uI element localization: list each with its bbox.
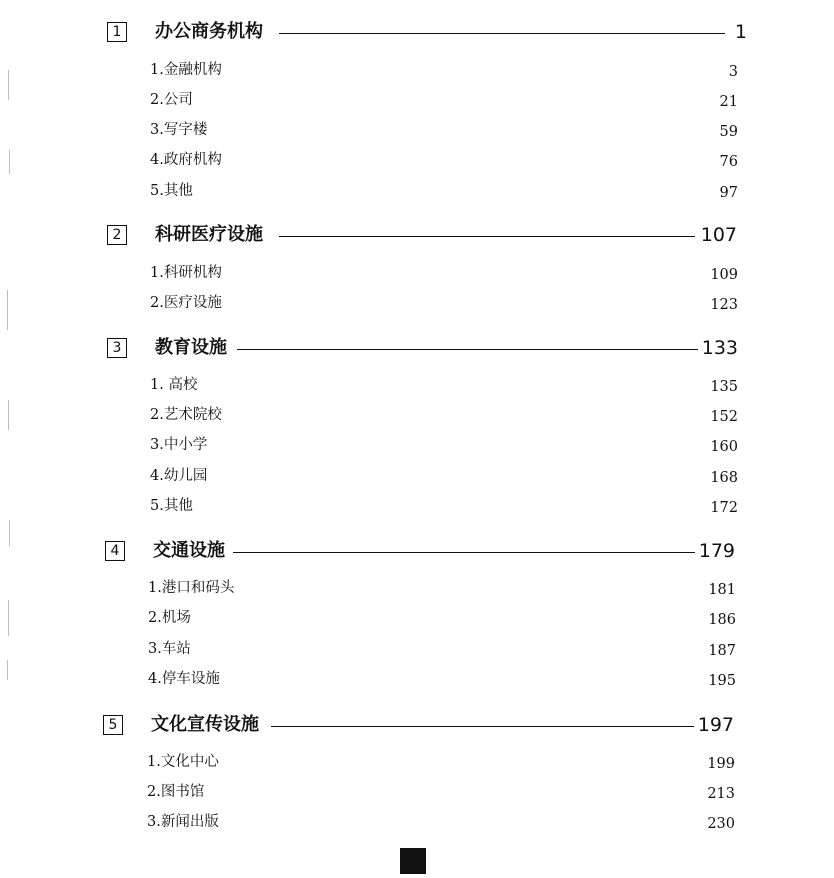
toc-entry[interactable] (150, 435, 738, 457)
section-title: 文化宣传设施 (151, 713, 265, 737)
entry-page-number: 186 (708, 612, 736, 628)
toc-entry[interactable] (147, 782, 735, 804)
section-number-box: 1 (107, 22, 127, 42)
entry-page-number: 152 (710, 409, 738, 425)
section-title: 科研医疗设施 (155, 223, 269, 247)
entry-title: 2.公司 (150, 92, 193, 108)
entry-page-number: 172 (710, 500, 738, 516)
toc-entry[interactable] (147, 752, 735, 774)
entry-title: 4.幼儿园 (150, 468, 208, 484)
toc-entry[interactable] (148, 608, 736, 630)
entry-page-number: 97 (719, 185, 738, 201)
toc-entry[interactable] (150, 405, 738, 427)
toc-entry[interactable] (150, 150, 738, 172)
toc-entry[interactable] (148, 578, 736, 600)
section-header[interactable] (103, 715, 734, 739)
section-rule (233, 552, 695, 553)
section-rule (237, 349, 698, 350)
toc-entry[interactable] (150, 496, 738, 518)
entry-title: 1.港口和码头 (148, 580, 235, 596)
section-page-number: 107 (700, 224, 737, 246)
section-rule (279, 33, 725, 34)
entry-page-number: 109 (710, 267, 738, 283)
section-number-box: 5 (103, 715, 123, 735)
section-header[interactable] (105, 541, 735, 565)
toc-entry[interactable] (150, 293, 738, 315)
toc-entry[interactable] (150, 60, 738, 82)
toc-entry[interactable] (150, 181, 738, 203)
entry-page-number: 59 (719, 124, 738, 140)
entry-page-number: 168 (710, 470, 738, 486)
toc-entry[interactable] (150, 466, 738, 488)
entry-title: 3.车站 (148, 641, 191, 657)
section-title: 教育设施 (155, 336, 233, 360)
section-header[interactable] (107, 225, 737, 249)
entry-page-number: 160 (710, 439, 738, 455)
entry-title: 2.图书馆 (147, 784, 205, 800)
section-header[interactable] (107, 22, 747, 46)
toc-entry[interactable] (148, 669, 736, 691)
page-marker (400, 848, 426, 874)
section-title: 办公商务机构 (155, 20, 269, 44)
section-title: 交通设施 (153, 539, 231, 563)
section-page-number: 133 (701, 337, 738, 359)
toc-entry[interactable] (147, 812, 735, 834)
section-number-box: 2 (107, 225, 127, 245)
section-rule (271, 726, 694, 727)
entry-title: 3.中小学 (150, 437, 208, 453)
entry-page-number: 21 (719, 94, 738, 110)
section-rule (279, 236, 695, 237)
entry-page-number: 199 (707, 756, 735, 772)
scan-speck (8, 600, 9, 636)
entry-title: 5.其他 (150, 498, 193, 514)
scan-speck (8, 400, 9, 430)
entry-title: 3.新闻出版 (147, 814, 219, 830)
section-number-box: 4 (105, 541, 125, 561)
section-header[interactable] (107, 338, 738, 362)
entry-title: 4.政府机构 (150, 152, 222, 168)
scan-speck (9, 520, 10, 546)
entry-page-number: 187 (708, 643, 736, 659)
scan-speck (8, 70, 9, 100)
entry-page-number: 123 (710, 297, 738, 313)
section-page-number: 197 (697, 714, 734, 736)
toc-entry[interactable] (150, 90, 738, 112)
entry-page-number: 3 (728, 64, 738, 80)
entry-title: 2.医疗设施 (150, 295, 222, 311)
entry-page-number: 230 (707, 816, 735, 832)
entry-title: 5.其他 (150, 183, 193, 199)
entry-title: 1.科研机构 (150, 265, 222, 281)
scan-speck (9, 150, 10, 174)
toc-entry[interactable] (150, 120, 738, 142)
toc-entry[interactable] (148, 639, 736, 661)
entry-title: 2.机场 (148, 610, 191, 626)
entry-page-number: 76 (719, 154, 738, 170)
entry-title: 3.写字楼 (150, 122, 208, 138)
section-number-box: 3 (107, 338, 127, 358)
entry-page-number: 213 (707, 786, 735, 802)
scan-speck (7, 290, 8, 330)
entry-title: 1.文化中心 (147, 754, 219, 770)
entry-title: 4.停车设施 (148, 671, 220, 687)
section-page-number: 179 (698, 540, 735, 562)
entry-page-number: 135 (710, 379, 738, 395)
entry-title: 1. 高校 (150, 377, 198, 393)
entry-title: 2.艺术院校 (150, 407, 222, 423)
entry-page-number: 181 (708, 582, 736, 598)
entry-page-number: 195 (708, 673, 736, 689)
scan-speck (7, 660, 8, 680)
entry-title: 1.金融机构 (150, 62, 222, 78)
section-page-number: 1 (734, 21, 747, 43)
toc-entry[interactable] (150, 263, 738, 285)
toc-entry[interactable] (150, 375, 738, 397)
